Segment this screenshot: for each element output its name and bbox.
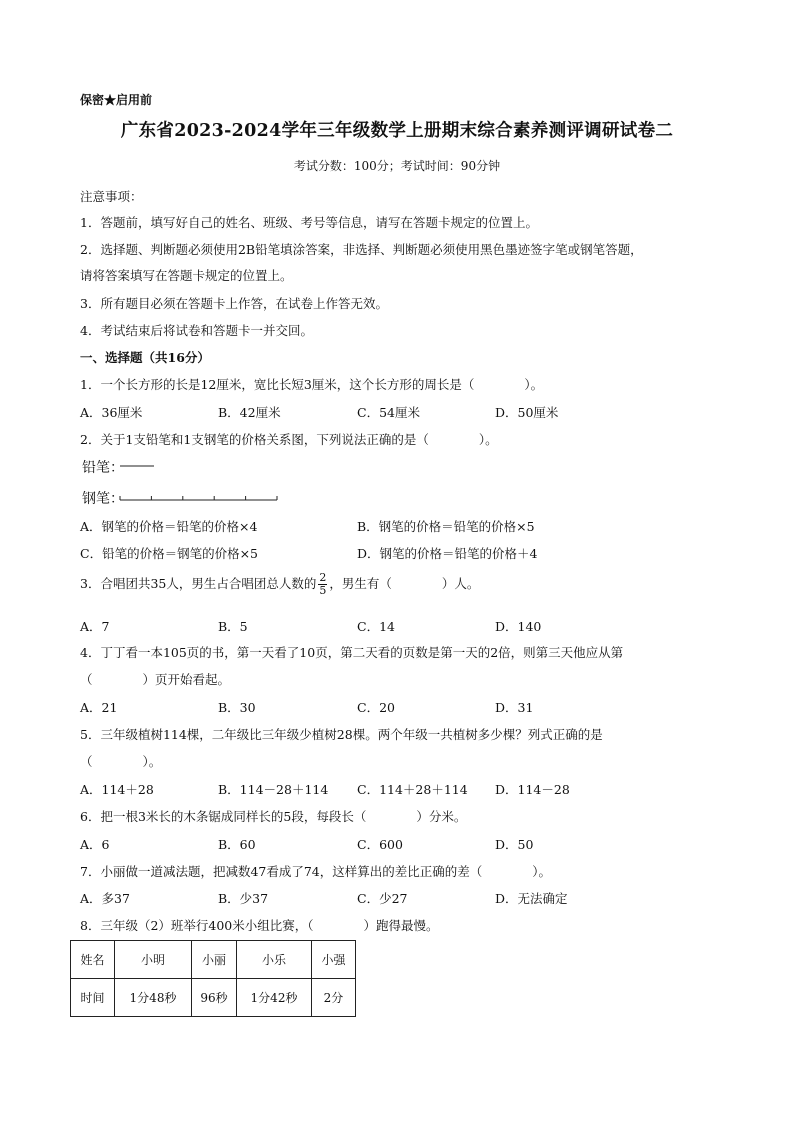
q1-option-b: B．42厘米 [218, 405, 281, 420]
table-cell: 姓名 [71, 941, 115, 979]
fraction-numerator: 2 [319, 571, 327, 584]
notice-item: 4．考试结束后将试卷和答题卡一并交回。 [80, 323, 313, 338]
table-cell: 小明 [115, 941, 192, 979]
q7-option-d: D．无法确定 [495, 891, 568, 906]
q7-option-b: B．少37 [218, 891, 269, 906]
fraction [318, 572, 327, 597]
q4-option-b: B．30 [218, 700, 256, 715]
table-cell: 2分 [312, 979, 356, 1017]
q2-option-b: B．钢笔的价格＝铅笔的价格×5 [357, 519, 535, 534]
table-cell: 96秒 [192, 979, 237, 1017]
page-title: 广东省2023-2024学年三年级数学上册期末综合素养测评调研试卷二 [120, 121, 674, 141]
pen-label: 钢笔： [82, 491, 124, 507]
q5-option-c: C．114＋28＋114 [357, 782, 468, 797]
table-cell: 小乐 [237, 941, 312, 979]
q2-option-d: D．钢笔的价格＝铅笔的价格＋4 [357, 546, 538, 561]
q3-text-pre: 3．合唱团共35人，男生占合唱团总人数的 [80, 576, 317, 591]
q7-option-c: C．少27 [357, 891, 408, 906]
q6-option-d: D．50 [495, 837, 534, 852]
question-6: 6．把一根3米长的木条锯成同样长的5段，每段长（ ）分米。 [80, 809, 467, 824]
table-cell: 时间 [71, 979, 115, 1017]
q3-option-c: C．14 [357, 619, 395, 634]
exam-info: 考试分数：100分；考试时间：90分钟 [293, 159, 501, 173]
question-8: 8．三年级（2）班举行400米小组比赛，（ ）跑得最慢。 [80, 918, 439, 933]
race-table [70, 940, 356, 1017]
q1-option-d: D．50厘米 [495, 405, 559, 420]
q5-option-d: D．114－28 [495, 782, 570, 797]
q5-option-a: A．114＋28 [80, 782, 154, 797]
q3-option-b: B．5 [218, 619, 248, 634]
notice-item: 1．答题前，填写好自己的姓名、班级、考号等信息，请写在答题卡规定的位置上。 [80, 215, 538, 230]
table-cell: 小强 [312, 941, 356, 979]
table-row [71, 941, 356, 979]
pen-segment [119, 490, 284, 504]
q2-option-a: A．钢笔的价格＝铅笔的价格×4 [80, 519, 258, 534]
q2-option-c: C．铅笔的价格＝钢笔的价格×5 [80, 546, 258, 561]
q6-option-b: B．60 [218, 837, 256, 852]
notice-item: 请将答案填写在答题卡规定的位置上。 [80, 268, 293, 283]
notice-heading: 注意事项： [80, 189, 143, 204]
pencil-segment [119, 462, 159, 472]
q6-option-c: C．600 [357, 837, 403, 852]
q4-option-a: A．21 [80, 700, 118, 715]
q4-option-d: D．31 [495, 700, 534, 715]
q7-option-a: A．多37 [80, 891, 130, 906]
q3-option-a: A．7 [80, 619, 110, 634]
question-3 [80, 572, 479, 597]
q3-text-post: ，男生有（ ）人。 [329, 576, 480, 591]
question-7: 7．小丽做一道减法题，把减数47看成了74，这样算出的差比正确的差（ ）。 [80, 864, 552, 879]
notice-item: 3．所有题目必须在答题卡上作答，在试卷上作答无效。 [80, 296, 388, 311]
q4-option-c: C．20 [357, 700, 395, 715]
question-4-cont: （ ）页开始看起。 [80, 672, 231, 687]
question-2: 2．关于1支铅笔和1支钢笔的价格关系图，下列说法正确的是（ ）。 [80, 432, 498, 447]
question-1: 1．一个长方形的长是12厘米，宽比长短3厘米，这个长方形的周长是（ ）。 [80, 377, 544, 392]
fraction-denominator: 5 [319, 584, 327, 597]
q6-option-a: A．6 [80, 837, 110, 852]
notice-item: 2．选择题、判断题必须使用2B铅笔填涂答案，非选择、判断题必须使用黑色墨迹签字笔或钢笔答题， [80, 242, 643, 257]
confidential-mark: 保密★启用前 [80, 93, 153, 107]
question-4: 4．丁丁看一本105页的书，第一天看了10页，第二天看的页数是第一天的2倍，则第三天他应从第 [80, 645, 624, 660]
question-5: 5．三年级植树114棵，二年级比三年级少植树28棵。两个年级一共植树多少棵？列式正确的是 [80, 727, 603, 742]
table-cell: 1分48秒 [115, 979, 192, 1017]
section-heading: 一、选择题（共16分） [80, 350, 210, 365]
pencil-label: 铅笔： [82, 460, 124, 476]
q5-option-b: B．114－28＋114 [218, 782, 329, 797]
table-row [71, 979, 356, 1017]
table-cell: 小丽 [192, 941, 237, 979]
table-cell: 1分42秒 [237, 979, 312, 1017]
q1-option-c: C．54厘米 [357, 405, 420, 420]
question-5-cont: （ ）。 [80, 754, 162, 769]
q1-option-a: A．36厘米 [80, 405, 143, 420]
q3-option-d: D．140 [495, 619, 542, 634]
